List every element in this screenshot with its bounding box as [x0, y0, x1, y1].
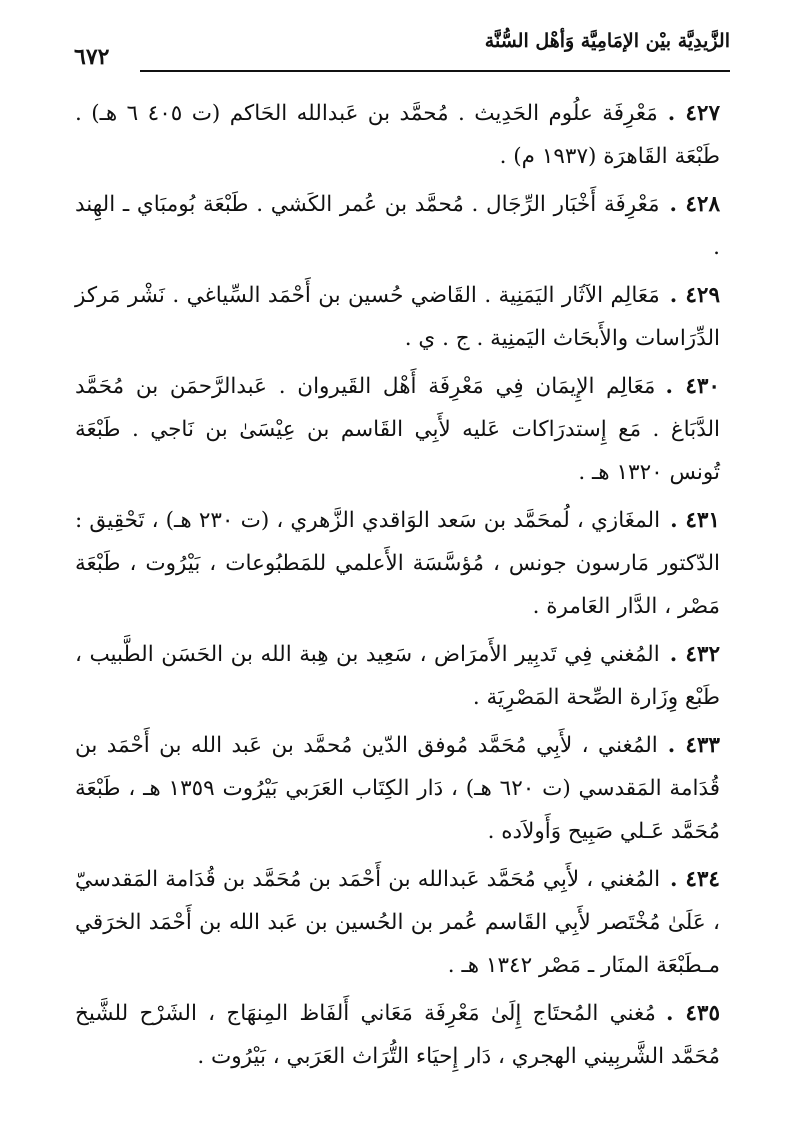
entry-text: مَعْرِفَة أَخْبَار الرِّجَال . مُحمَّد بن عُمر الكَشي . طَبْعَة بُومبَاي ـ الهِند . — [75, 192, 720, 260]
entry-number: ٤٣٢ . — [669, 642, 720, 667]
entry-text: مَعْرِفَة علُوم الحَدِيث . مُحمَّد بن عَبدالله الحَاكم (ت ٤٠٥ ٦ هـ) . طَبْعَة القَاهرَة (١٩٣٧ م) . — [75, 101, 720, 169]
entry-number: ٤٢٨ . — [669, 192, 720, 217]
running-title: الزَّيدِيَّة بيْن الإمَامِيَّة وَأهْل السُّنَّة — [484, 30, 730, 52]
bibliography-entry — [75, 274, 720, 360]
entry-text: المغَازي ، لُمحَمَّد بن سَعد الوَاقدي الزَّهري ، (ت ٢٣٠ هـ) ، تَحْقِيق : الدّكتور مَارسون جونس ، مُؤسَّسَة الأَعلمي للمَطبُوعات ، بَيْرُوت ، طَبْعَة مَصْر ، الدَّار العَامرة . — [75, 508, 720, 619]
entry-text: مَعَالِم الإِيمَان فِي مَعْرِفَة أَهْل القَيروان . عَبدالرَّحمَن بن مُحَمَّد الدَّبَاغ . مَع إِستدرَاكات عَليه لأَبِي القَاسم بن عِيْسَىٰ بن نَاجي . طَبْعَة تُونس ١٣٢٠ هـ . — [75, 374, 720, 485]
entry-number: ٤٣٤ . — [670, 867, 720, 892]
entry-text: المُغني فِي تَدبِير الأَمرَاض ، سَعِيد بن هِبة الله بن الحَسَن الطَّبيب ، طَبْع وِزَارة الصِّحة المَصْرِيَة . — [75, 642, 720, 710]
page-number: ٦٧٢ — [74, 44, 110, 70]
bibliography-entry — [75, 724, 720, 853]
entry-number: ٤٢٩ . — [669, 283, 720, 308]
bibliography-list — [75, 92, 720, 1083]
entry-number: ٤٣٣ . — [667, 733, 720, 758]
bibliography-entry — [75, 992, 720, 1078]
entry-text: مَعَالِم الآثَار اليَمَنِية . القَاضي حُسين بن أَحْمَد السِّياغي . نَشْر مَركز الدِّرَاسات والأَبحَاث اليَمنِية . ج . ي . — [75, 283, 720, 351]
entry-text: المُغني ، لأَبِي مُحَمَّد مُوفق الدّين مُحمَّد بن عَبد الله بن أَحْمَد بن قُدَامة المَقدسي (ت ٦٢٠ هـ) ، دَار الكِتَاب العَرَبي بَيْرُوت ١٣٥٩ هـ ، طَبْعَة مُحَمَّد عَـلي صَبِيح وَأَولاَده . — [75, 733, 721, 844]
bibliography-entry — [75, 499, 720, 628]
bibliography-entry — [75, 858, 720, 987]
entry-number: ٤٣٥ . — [665, 1001, 720, 1026]
bibliography-entry — [75, 365, 720, 494]
header-rule — [140, 70, 730, 72]
entry-number: ٤٣٠ . — [665, 374, 720, 399]
entry-text: مُغني المُحتَاج إِلَىٰ مَعْرِفَة مَعَاني أَلفَاظ المِنهَاج ، الشَرْح للشَّيخ مُحَمَّد الشَّربِيني الهجري ، دَار إِحيَاء التُّرَاث العَرَبي ، بَيْرُوت . — [75, 1001, 720, 1069]
entry-text: المُغني ، لأَبِي مُحَمَّد عَبدالله بن أَحْمَد بن مُحَمَّد بن قُدَامة المَقدسيّ ، عَلَىٰ مُخْتَصر لأَبِي القَاسم عُمر بن الحُسين بن عَبد الله بن أَحْمَد الخرَقي مـطَبْعَة المنَار ـ مَصْر ١٣٤٢ هـ . — [75, 867, 720, 978]
bibliography-entry — [75, 183, 720, 269]
entry-number: ٤٣١ . — [670, 508, 720, 533]
bibliography-entry — [75, 92, 720, 178]
bibliography-entry — [75, 633, 720, 719]
running-header — [70, 22, 730, 70]
entry-number: ٤٢٧ . — [667, 101, 720, 126]
